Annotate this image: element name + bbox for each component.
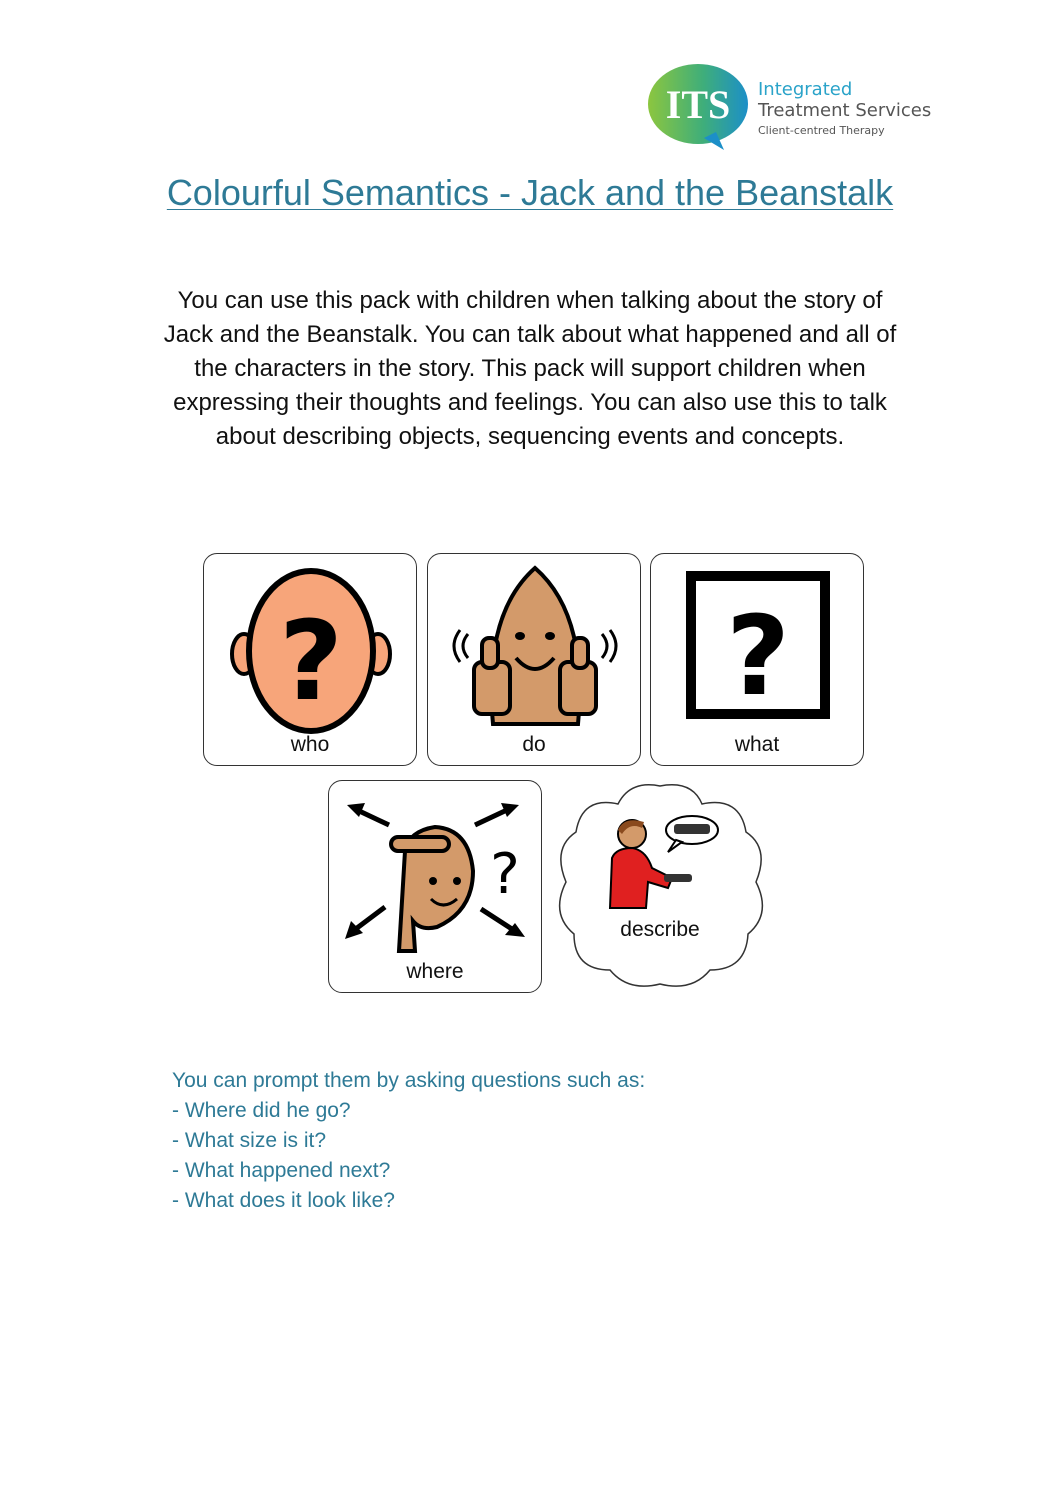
prompts-list bbox=[172, 1096, 872, 1216]
card-who bbox=[203, 553, 417, 766]
logo-line-3: Client-centred Therapy bbox=[758, 124, 885, 137]
card-describe bbox=[552, 778, 768, 994]
logo-mark-text: ITS bbox=[665, 82, 731, 127]
card-label-do: do bbox=[522, 733, 546, 756]
list-item: - What does it look like? bbox=[172, 1186, 872, 1216]
card-do bbox=[427, 553, 641, 766]
card-label-where: where bbox=[406, 960, 464, 983]
its-logo bbox=[646, 62, 936, 154]
page-title-text: Colourful Semantics - Jack and the Beanstalk bbox=[166, 172, 894, 213]
card-label-describe: describe bbox=[620, 918, 700, 941]
logo-text bbox=[758, 80, 931, 140]
svg-text:?: ? bbox=[490, 842, 520, 907]
prompts-section bbox=[172, 1066, 872, 1216]
page-title bbox=[130, 170, 930, 216]
logo-line-1: Integrated bbox=[758, 79, 853, 100]
card-where bbox=[328, 780, 542, 993]
list-item: - What size is it? bbox=[172, 1126, 872, 1156]
card-label-who: who bbox=[290, 733, 330, 756]
svg-text:?: ? bbox=[726, 592, 790, 720]
logo-line-2: Treatment Services bbox=[758, 100, 932, 121]
card-what bbox=[650, 553, 864, 766]
card-label-what: what bbox=[734, 733, 780, 756]
its-logo-mark-icon bbox=[646, 62, 751, 152]
list-item: - What happened next? bbox=[172, 1156, 872, 1186]
intro-paragraph: You can use this pack with children when talking about the story of Jack and the Beanstalk. You can talk about what happened and all of the characters in the story. This pack will support children when expressing their thoughts and feelings. You can also use this to talk about describing objects, sequencing events and concepts. bbox=[163, 287, 897, 450]
list-item: - Where did he go? bbox=[172, 1096, 872, 1126]
svg-text:?: ? bbox=[279, 597, 343, 725]
prompts-intro: You can prompt them by asking questions such as: bbox=[172, 1069, 646, 1092]
describing-person-icon bbox=[552, 778, 768, 994]
